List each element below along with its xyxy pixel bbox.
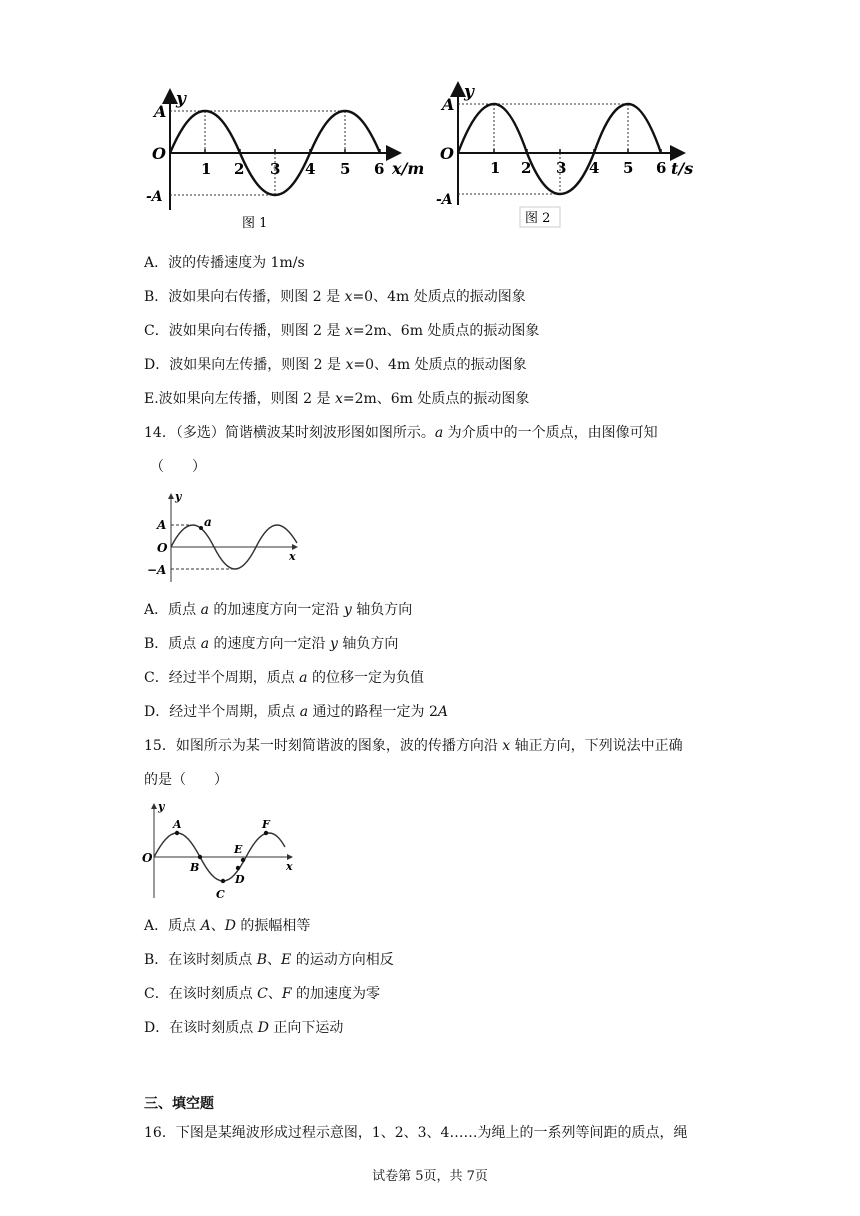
q15-option-c: C．在该时刻质点 C、F 的加速度为零 [144,986,381,1002]
fig1-axis-y: y [176,89,186,109]
fig1-axis-x: x/m [392,159,425,178]
fig4-point-a: A [173,818,182,831]
fig1-tick-4: 4 [305,160,316,178]
fig1-label-a: A [154,102,167,121]
fig3-label-a: A [157,518,167,532]
q14-option-a: A．质点 a 的加速度方向一定沿 y 轴负方向 [144,602,413,618]
fig4-point-c: C [216,888,225,901]
fig2-caption: 图 2 [525,211,551,226]
page-footer: 试卷第 5页，共 7页 [372,1169,488,1184]
fig4-point-e: E [234,843,243,856]
q14-option-d: D．经过半个周期，质点 a 通过的路程一定为 2A [144,704,448,720]
section-title: 三、填空题 [144,1096,214,1112]
fig4-origin: O [142,851,153,865]
fig2-tick-5: 5 [623,159,634,177]
fig3-axis-x: x [289,550,296,563]
fig2-origin: O [440,144,454,163]
fig1-tick-5: 5 [340,160,351,178]
q13-option-a: A．波的传播速度为 1m/s [144,255,305,271]
figure-2 [432,75,707,230]
fig3-point-a: a [204,515,212,529]
fig4-axis-x: x [286,860,293,873]
q15-option-b: B．在该时刻质点 B、E 的运动方向相反 [144,952,394,968]
fig2-tick-2: 2 [521,159,532,177]
q13-option-b: B．波如果向右传播，则图 2 是 x=0、4m 处质点的振动图象 [144,289,526,305]
fig3-axis-y: y [175,490,182,503]
fig1-caption: 图 1 [242,216,268,230]
q14-bracket: （ ） [150,459,206,475]
q13-option-c: C．波如果向右传播，则图 2 是 x=2m、6m 处质点的振动图象 [144,323,540,339]
q15-option-a: A．质点 A、D 的振幅相等 [144,918,311,934]
fig2-axis-y: y [464,82,474,102]
fig3-label-neg-a: −A [147,563,167,577]
fig2-axis-x: t/s [671,159,694,178]
q14-option-c: C．经过半个周期，质点 a 的位移一定为负值 [144,670,424,686]
fig2-label-a: A [442,95,455,114]
fig2-tick-4: 4 [589,159,600,177]
fig4-point-f: F [262,818,270,831]
fig2-tick-3: 3 [556,159,567,177]
fig3-origin: O [157,541,168,555]
fig1-label-neg-a: -A [146,189,163,205]
fig4-axis-y: y [158,800,165,813]
q14-option-b: B．质点 a 的速度方向一定沿 y 轴负方向 [144,636,399,652]
fig1-tick-3: 3 [270,160,281,178]
fig4-point-b: B [190,861,200,874]
q16-stem: 16．下图是某绳波形成过程示意图，1、2、3、4……为绳上的一系列等间距的质点，绳 [144,1125,688,1141]
fig2-label-neg-a: -A [436,192,453,208]
fig2-tick-6: 6 [656,159,667,177]
figure-4 [140,800,300,902]
q13-option-d: D．波如果向左传播，则图 2 是 x=0、4m 处质点的振动图象 [144,357,527,373]
fig4-point-d: D [235,873,245,886]
q15-option-d: D．在该时刻质点 D 正向下运动 [144,1020,344,1036]
fig2-tick-1: 1 [490,159,501,177]
fig1-tick-1: 1 [201,160,212,178]
figure-1 [140,80,430,230]
q15-stem-line1: 15．如图所示为某一时刻简谐波的图象，波的传播方向沿 x 轴正方向，下列说法中正确 [144,738,683,754]
fig1-tick-2: 2 [234,160,245,178]
q14-stem: 14．（多选）简谐横波某时刻波形图如图所示。a 为介质中的一个质点，由图像可知 [144,425,658,441]
q15-stem-line2: 的是（ ） [144,772,228,788]
fig1-origin: O [152,144,166,163]
q13-option-e: E.波如果向左传播，则图 2 是 x=2m、6m 处质点的振动图象 [144,391,530,407]
fig1-tick-6: 6 [374,160,385,178]
figure-3 [145,488,305,586]
